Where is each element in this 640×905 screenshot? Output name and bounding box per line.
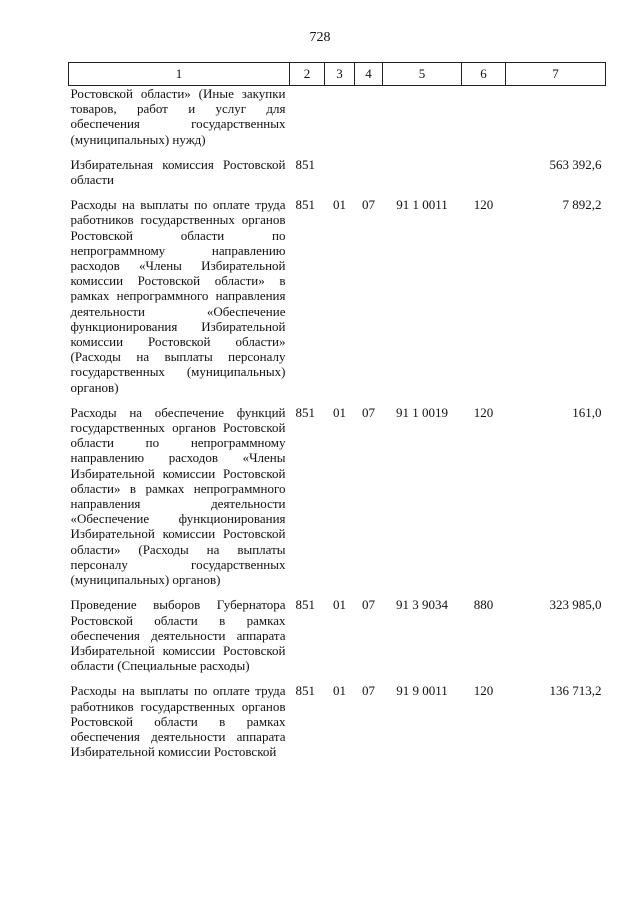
row-amount: 136 713,2 <box>549 683 602 699</box>
row-section-code <box>325 157 355 197</box>
table-row <box>69 86 606 157</box>
row-target-code: 91 1 0019 <box>396 404 448 420</box>
table-row <box>69 597 606 683</box>
row-subsection-code <box>355 157 383 197</box>
row-section-code: 01 <box>333 404 346 420</box>
row-amount <box>506 86 606 157</box>
row-amount: 323 985,0 <box>549 597 602 613</box>
budget-table <box>68 62 606 769</box>
row-expense-type <box>462 157 506 197</box>
row-target-code: 91 3 9034 <box>396 597 448 613</box>
row-expense-type: 120 <box>473 683 494 699</box>
row-description: Расходы на выплаты по оплате труда работников государственных органов Ростовской области в рамках обеспечения деятельности аппарата Избирательной комиссии Ростовской <box>70 683 286 760</box>
row-expense-type: 120 <box>473 404 494 420</box>
page-number: 728 <box>309 30 331 45</box>
row-subsection-code: 07 <box>362 404 375 420</box>
row-target-code: 91 1 0011 <box>396 197 448 213</box>
table-row <box>69 157 606 197</box>
row-section-code: 01 <box>333 197 346 213</box>
row-target-code <box>383 157 462 197</box>
header-col-6: 6 <box>462 63 506 86</box>
row-description: Расходы на обеспечение функций государственных органов Ростовской области по непрограммному направлению расходов «Члены Избирательной комиссии Ростовской области» в рамках непрограммного направления деятельности «Обеспечение функционирования Избирательной комиссии Ростовской области» (Расходы на выплаты персоналу государственных (муниципальных) органов) <box>70 404 286 588</box>
header-col-5: 5 <box>383 63 462 86</box>
row-expense-type <box>462 86 506 157</box>
header-col-7: 7 <box>506 63 606 86</box>
row-description: Избирательная комиссия Ростовской области <box>70 156 286 188</box>
table-row <box>69 197 606 405</box>
row-description: Расходы на выплаты по оплате труда работников государственных органов Ростовской области по непрограммному направлению расходов «Члены Избирательной комиссии Ростовской области» в рамках непрограммного направления деятельности «Обеспечение функционирования Избирательной комиссии Ростовской области» (Расходы на выплаты персоналу государственных (муниципальных) органов) <box>70 197 286 395</box>
row-subsection-code <box>355 86 383 157</box>
row-ministry-code: 851 <box>295 597 315 613</box>
row-ministry-code <box>290 86 325 157</box>
row-section-code: 01 <box>333 683 346 699</box>
row-ministry-code: 851 <box>295 683 315 699</box>
row-target-code <box>383 86 462 157</box>
header-col-2: 2 <box>290 63 325 86</box>
table-header-row <box>69 63 606 86</box>
row-section-code <box>325 86 355 157</box>
header-col-1: 1 <box>69 63 290 86</box>
row-ministry-code: 851 <box>295 156 315 172</box>
row-target-code: 91 9 0011 <box>396 683 448 699</box>
row-section-code: 01 <box>333 597 346 613</box>
row-amount: 563 392,6 <box>549 156 602 172</box>
row-ministry-code: 851 <box>295 404 315 420</box>
table-row <box>69 683 606 769</box>
row-description: Проведение выборов Губернатора Ростовской области в рамках обеспечения деятельности аппарата Избирательной комиссии Ростовской области (Специальные расходы) <box>70 597 286 674</box>
row-subsection-code: 07 <box>362 597 375 613</box>
row-description: Ростовской области» (Иные закупки товаров, работ и услуг для обеспечения государственных (муниципальных) нужд) <box>70 86 286 147</box>
row-subsection-code: 07 <box>362 683 375 699</box>
row-ministry-code: 851 <box>295 197 315 213</box>
row-expense-type: 120 <box>473 197 494 213</box>
row-amount: 7 892,2 <box>562 197 602 213</box>
header-col-4: 4 <box>355 63 383 86</box>
table-row <box>69 405 606 597</box>
row-subsection-code: 07 <box>362 197 375 213</box>
row-expense-type: 880 <box>473 597 494 613</box>
header-col-3: 3 <box>325 63 355 86</box>
row-amount: 161,0 <box>572 404 602 420</box>
